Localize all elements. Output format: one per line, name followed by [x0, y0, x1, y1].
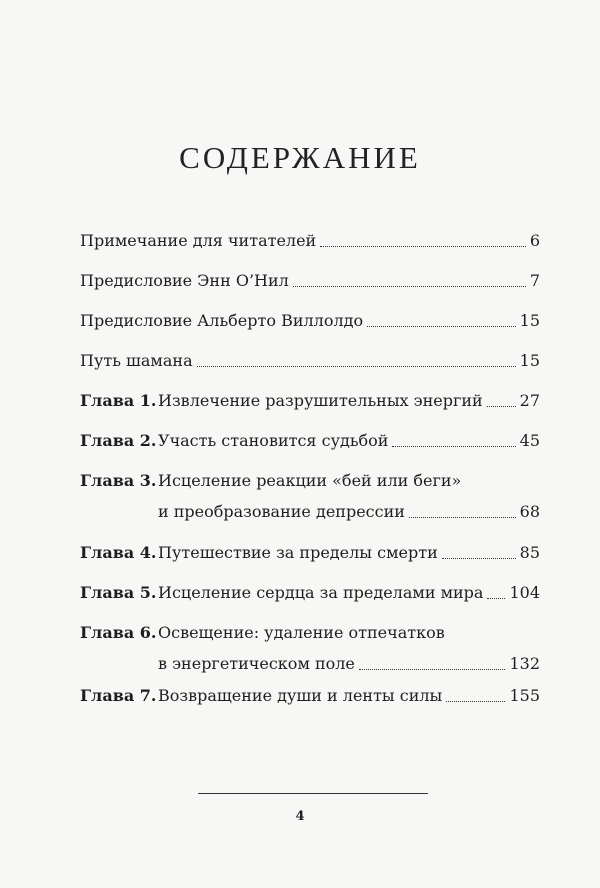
entry-line [158, 470, 540, 492]
entry-title: Освещение: удаление отпечатков [158, 623, 445, 642]
entry-line [80, 270, 540, 292]
page-title: СОДЕРЖАНИЕ [179, 140, 421, 175]
dot-leader [367, 326, 516, 327]
entry-line [80, 350, 540, 372]
entry-content [158, 390, 540, 412]
entry-title: Исцеление реакции «бей или беги» [158, 471, 462, 490]
entry-content [158, 622, 540, 675]
entry-title: Предисловие Энн О’Нил [80, 271, 289, 290]
entry-title: Предисловие Альберто Виллолдо [80, 311, 364, 330]
entry-title: Путь шамана [80, 351, 193, 370]
entry-content [80, 270, 540, 292]
entry-page-number: 104 [509, 583, 540, 602]
entry-line [158, 685, 540, 707]
entry-page-number: 6 [529, 231, 540, 250]
dot-leader [320, 246, 526, 247]
chapter-label: Глава 4. [80, 543, 157, 562]
entry-page-number: 68 [519, 502, 540, 521]
toc-entry[interactable] [80, 430, 540, 452]
entry-line [158, 622, 540, 644]
entry-line [158, 582, 540, 604]
toc-entry[interactable] [80, 542, 540, 564]
chapter-label: Глава 1. [80, 391, 157, 410]
entry-page-number: 132 [509, 654, 540, 673]
entry-content [158, 685, 540, 707]
dot-leader [487, 406, 516, 407]
page-number: 4 [295, 809, 305, 824]
toc-entry[interactable] [80, 622, 540, 675]
entry-content [158, 582, 540, 604]
entry-line [158, 430, 540, 452]
toc-entry[interactable] [80, 582, 540, 604]
chapter-label: Глава 6. [80, 623, 157, 642]
toc-entry[interactable] [80, 270, 540, 292]
entry-page-number: 85 [519, 543, 540, 562]
entry-line [158, 390, 540, 412]
entry-content [158, 470, 540, 523]
entry-page-number: 15 [519, 351, 540, 370]
entry-page-number: 45 [519, 431, 540, 450]
toc-entry[interactable] [80, 685, 540, 707]
dot-leader [359, 669, 506, 670]
dot-leader [446, 701, 505, 702]
chapter-label: Глава 5. [80, 583, 157, 602]
entry-content [80, 310, 540, 332]
entry-line [80, 230, 540, 252]
dot-leader [409, 517, 516, 518]
entry-title: Путешествие за пределы смерти [158, 543, 438, 562]
chapter-label: Глава 7. [80, 686, 157, 705]
entry-line [80, 310, 540, 332]
entry-content [158, 430, 540, 452]
entry-content [80, 230, 540, 252]
entry-line [158, 542, 540, 564]
toc-entry[interactable] [80, 350, 540, 372]
dot-leader [487, 598, 505, 599]
dot-leader [197, 366, 516, 367]
entry-content [80, 350, 540, 372]
toc-entry[interactable] [80, 310, 540, 332]
entry-page-number: 7 [529, 271, 540, 290]
entry-title: и преобразование депрессии [158, 502, 405, 521]
chapter-label: Глава 3. [80, 471, 157, 490]
entry-content [158, 542, 540, 564]
entry-page-number: 27 [519, 391, 540, 410]
entry-title: Извлечение разрушительных энергий [158, 391, 483, 410]
dot-leader [293, 286, 526, 287]
entry-title: в энергетическом поле [158, 654, 355, 673]
dot-leader [392, 446, 515, 447]
chapter-label: Глава 2. [80, 431, 157, 450]
entry-title: Участь становится судьбой [158, 431, 389, 450]
entry-line [158, 653, 540, 675]
toc-entry[interactable] [80, 390, 540, 412]
entry-title: Возвращение души и ленты силы [158, 686, 443, 705]
footer-rule [198, 793, 428, 794]
entry-title: Примечание для читателей [80, 231, 317, 250]
entry-page-number: 15 [519, 311, 540, 330]
entry-page-number: 155 [509, 686, 540, 705]
dot-leader [442, 558, 516, 559]
entry-title: Исцеление сердца за пределами мира [158, 583, 484, 602]
entry-line [158, 501, 540, 523]
toc-entry[interactable] [80, 230, 540, 252]
toc-entry[interactable] [80, 470, 540, 523]
